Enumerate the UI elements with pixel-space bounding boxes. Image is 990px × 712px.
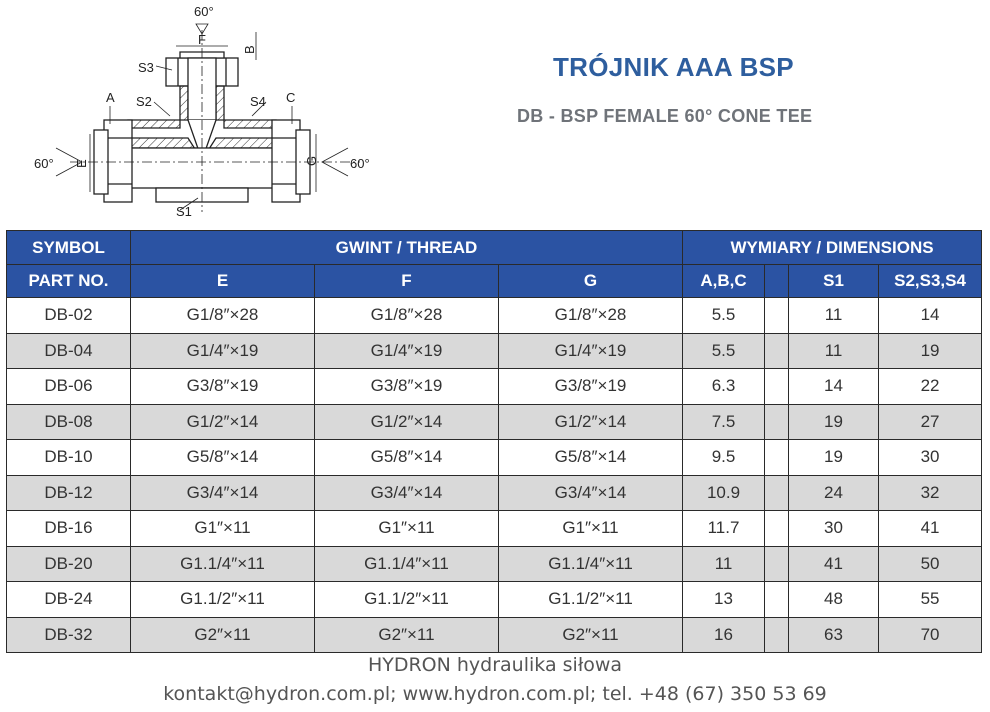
cell-e: G3/4″×14 — [131, 475, 315, 511]
page-title: TRÓJNIK AAA BSP — [553, 52, 794, 82]
header-f: F — [315, 265, 499, 298]
cell-s234: 19 — [879, 333, 982, 369]
cell-s234: 30 — [879, 440, 982, 476]
header-symbol: SYMBOL — [7, 231, 131, 265]
drawing-label-right-angle: 60° — [350, 156, 370, 171]
footer-company: HYDRON hydraulika siłowa — [367, 654, 623, 676]
table-row — [7, 440, 982, 476]
table-row — [7, 333, 982, 369]
drawing-label-a: A — [106, 90, 115, 105]
cell-abc: 13 — [683, 582, 765, 618]
cell-abc: 7.5 — [683, 404, 765, 440]
table-row — [7, 617, 982, 653]
cell-s234: 32 — [879, 475, 982, 511]
header-part-no: PART NO. — [7, 265, 131, 298]
drawing-label-s1: S1 — [176, 204, 192, 219]
header-dimensions: WYMIARY / DIMENSIONS — [683, 231, 982, 265]
cell-spacer — [765, 617, 789, 653]
table-row — [7, 298, 982, 334]
header-abc: A,B,C — [683, 265, 765, 298]
drawing-label-g: G — [304, 155, 319, 166]
cell-g: G1.1/4″×11 — [499, 546, 683, 582]
cell-s1: 19 — [789, 404, 879, 440]
cell-s1: 14 — [789, 369, 879, 405]
cell-abc: 16 — [683, 617, 765, 653]
cell-e: G2″×11 — [131, 617, 315, 653]
cell-spacer — [765, 333, 789, 369]
header-e: E — [131, 265, 315, 298]
drawing-label-s4: S4 — [250, 94, 266, 109]
cell-s234: 14 — [879, 298, 982, 334]
cell-spacer — [765, 511, 789, 547]
drawing-label-left-angle: 60° — [34, 156, 54, 171]
cell-f: G1/8″×28 — [315, 298, 499, 334]
cell-part: DB-02 — [7, 298, 131, 334]
cell-s1: 11 — [789, 333, 879, 369]
header-s234: S2,S3,S4 — [879, 265, 982, 298]
cell-e: G3/8″×19 — [131, 369, 315, 405]
cell-f: G2″×11 — [315, 617, 499, 653]
tee-fitting-drawing — [30, 2, 390, 230]
cell-part: DB-06 — [7, 369, 131, 405]
cell-f: G1/4″×19 — [315, 333, 499, 369]
cell-abc: 9.5 — [683, 440, 765, 476]
cell-s1: 63 — [789, 617, 879, 653]
cell-s234: 50 — [879, 546, 982, 582]
cell-part: DB-20 — [7, 546, 131, 582]
cell-e: G1.1/2″×11 — [131, 582, 315, 618]
cell-g: G1.1/2″×11 — [499, 582, 683, 618]
cell-f: G1.1/2″×11 — [315, 582, 499, 618]
cell-f: G3/8″×19 — [315, 369, 499, 405]
cell-spacer — [765, 404, 789, 440]
drawing-label-b: B — [242, 45, 257, 54]
drawing-label-s2: S2 — [136, 94, 152, 109]
table-row — [7, 546, 982, 582]
cell-spacer — [765, 298, 789, 334]
cell-s1: 19 — [789, 440, 879, 476]
cell-spacer — [765, 475, 789, 511]
cell-part: DB-16 — [7, 511, 131, 547]
drawing-label-f: F — [198, 32, 206, 47]
cell-f: G1.1/4″×11 — [315, 546, 499, 582]
cell-g: G2″×11 — [499, 617, 683, 653]
cell-spacer — [765, 546, 789, 582]
cell-part: DB-12 — [7, 475, 131, 511]
cell-s234: 41 — [879, 511, 982, 547]
cell-s234: 22 — [879, 369, 982, 405]
cell-abc: 5.5 — [683, 298, 765, 334]
cell-s234: 27 — [879, 404, 982, 440]
header-thread: GWINT / THREAD — [131, 231, 683, 265]
cell-e: G5/8″×14 — [131, 440, 315, 476]
cell-g: G5/8″×14 — [499, 440, 683, 476]
table-row — [7, 404, 982, 440]
cell-f: G1″×11 — [315, 511, 499, 547]
header-s1: S1 — [789, 265, 879, 298]
cell-e: G1.1/4″×11 — [131, 546, 315, 582]
cell-part: DB-10 — [7, 440, 131, 476]
cell-e: G1/4″×19 — [131, 333, 315, 369]
header-g: G — [499, 265, 683, 298]
header-spacer — [765, 265, 789, 298]
cell-s1: 24 — [789, 475, 879, 511]
cell-s234: 55 — [879, 582, 982, 618]
cell-abc: 6.3 — [683, 369, 765, 405]
cell-part: DB-08 — [7, 404, 131, 440]
drawing-label-top-angle: 60° — [194, 4, 214, 19]
cell-s1: 41 — [789, 546, 879, 582]
drawing-label-e: E — [74, 159, 89, 168]
cell-spacer — [765, 582, 789, 618]
cell-f: G5/8″×14 — [315, 440, 499, 476]
cell-spacer — [765, 440, 789, 476]
table-row — [7, 369, 982, 405]
cell-g: G1/4″×19 — [499, 333, 683, 369]
drawing-label-s3: S3 — [138, 60, 154, 75]
cell-f: G1/2″×14 — [315, 404, 499, 440]
cell-g: G3/4″×14 — [499, 475, 683, 511]
table-row — [7, 582, 982, 618]
cell-s1: 30 — [789, 511, 879, 547]
cell-abc: 10.9 — [683, 475, 765, 511]
footer-contact: kontakt@hydron.com.pl; www.hydron.com.pl; tel. +48 (67) 350 53 69 — [163, 683, 827, 705]
cell-spacer — [765, 369, 789, 405]
page-subtitle: DB - BSP FEMALE 60° CONE TEE — [517, 106, 813, 126]
cell-abc: 11 — [683, 546, 765, 582]
drawing-label-c: C — [286, 90, 296, 105]
cell-g: G3/8″×19 — [499, 369, 683, 405]
cell-abc: 11.7 — [683, 511, 765, 547]
cell-part: DB-32 — [7, 617, 131, 653]
spec-table — [6, 230, 982, 653]
cell-s234: 70 — [879, 617, 982, 653]
cell-part: DB-24 — [7, 582, 131, 618]
cell-f: G3/4″×14 — [315, 475, 499, 511]
cell-part: DB-04 — [7, 333, 131, 369]
cell-g: G1″×11 — [499, 511, 683, 547]
table-row — [7, 475, 982, 511]
cell-g: G1/2″×14 — [499, 404, 683, 440]
cell-e: G1/8″×28 — [131, 298, 315, 334]
cell-s1: 11 — [789, 298, 879, 334]
cell-s1: 48 — [789, 582, 879, 618]
cell-e: G1/2″×14 — [131, 404, 315, 440]
cell-g: G1/8″×28 — [499, 298, 683, 334]
cell-e: G1″×11 — [131, 511, 315, 547]
cell-abc: 5.5 — [683, 333, 765, 369]
table-row — [7, 511, 982, 547]
